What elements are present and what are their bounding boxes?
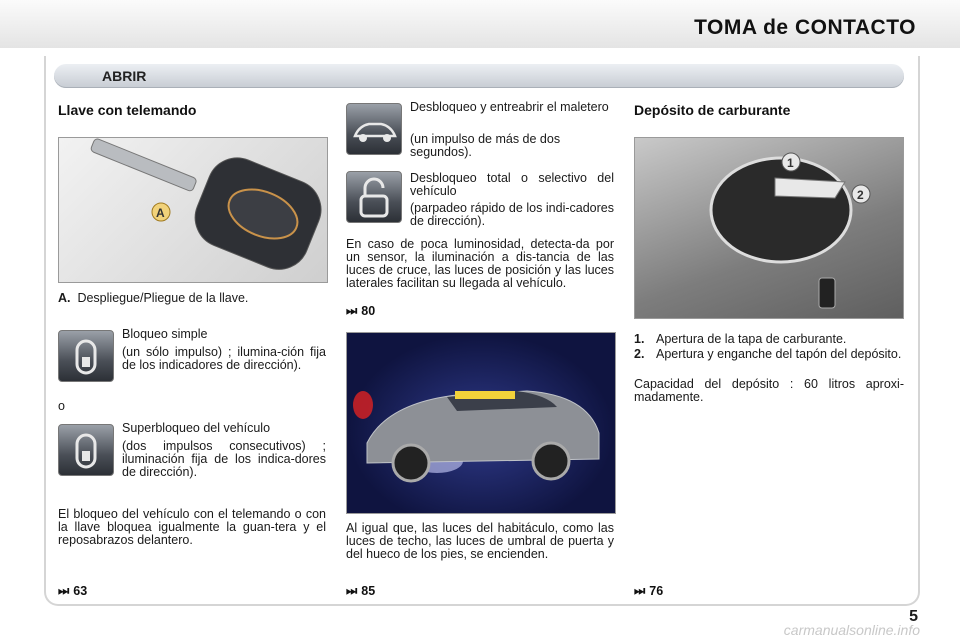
ref-arrow-icon: ⏭ xyxy=(346,304,358,318)
unlock-title: Desbloqueo total o selectivo del vehículo xyxy=(410,171,614,198)
ref-arrow-icon: ⏭ xyxy=(346,584,358,598)
car-illustration xyxy=(347,333,615,513)
key-illustration xyxy=(59,138,327,282)
fuel-step2-label: 2 xyxy=(857,188,864,202)
page-ref-85: ⏭ 85 xyxy=(346,584,376,598)
page-ref-63: ⏭ 63 xyxy=(58,584,88,598)
trunk-desc: (un impulso de más de dos segundos). xyxy=(410,132,561,159)
superlock-title: Superbloqueo del vehículo xyxy=(122,421,271,435)
lighting-paragraph: En caso de poca luminosidad, detecta-da por un sensor, la iluminación a dis-tancia de las luces de cruce, las luces de posición y las luces laterales facilitan su llegada al vehículo. xyxy=(346,237,614,290)
key-marker-label: A xyxy=(156,206,165,220)
fuel-tank-heading: Depósito de carburante xyxy=(634,102,791,118)
page-ref-80: ⏭ 80 xyxy=(346,304,376,318)
fuel-step1-label: 1 xyxy=(787,156,794,170)
fuel-cap-photo xyxy=(634,137,904,319)
page-title: TOMA de CONTACTO xyxy=(694,16,916,39)
superlock-desc: (dos impulsos consecutivos) ; iluminación fija de los indica-dores de dirección). xyxy=(122,439,326,479)
car-photo xyxy=(346,332,616,514)
tank-capacity: Capacidad del depósito : 60 litros aproxi-madamente. xyxy=(634,377,904,404)
superlock-icon xyxy=(58,424,114,476)
fuel-cap-illustration xyxy=(635,138,903,318)
ref-arrow-icon: ⏭ xyxy=(58,584,70,598)
page-ref-76: ⏭ 76 xyxy=(634,584,664,598)
section-label: ABRIR xyxy=(102,68,147,84)
step1-number: 1. xyxy=(634,332,645,346)
unlock-icon xyxy=(346,171,402,223)
ref-arrow-icon: ⏭ xyxy=(634,584,646,598)
key-photo xyxy=(58,137,328,283)
interior-lights-paragraph: Al igual que, las luces del habitáculo, como las luces de techo, las luces de umbral de puerta y del hueco de los pies, se encienden. xyxy=(346,521,614,561)
or-text: o xyxy=(58,399,65,413)
lock-single-title: Bloqueo simple xyxy=(122,327,208,341)
lock-note: El bloqueo del vehículo con el telemando o con la llave bloquea igualmente la guan-tera y el reposabrazos delantero. xyxy=(58,507,326,547)
key-caption: Despliegue/Pliegue de la llave. xyxy=(77,291,249,305)
remote-key-heading: Llave con telemando xyxy=(58,102,197,118)
watermark: carmanualsonline.info xyxy=(783,622,920,638)
lock-icon xyxy=(58,330,114,382)
step2-number: 2. xyxy=(634,347,645,361)
lock-single-desc: (un sólo impulso) ; ilumina-ción fija de los indicadores de dirección). xyxy=(122,345,326,372)
caption-letter: A. xyxy=(58,291,71,305)
step2-text: Apertura y enganche del tapón del depósito. xyxy=(656,347,902,361)
step1-text: Apertura de la tapa de carburante. xyxy=(656,332,847,346)
section-bar xyxy=(54,64,904,88)
trunk-icon xyxy=(346,103,402,155)
trunk-title: Desbloqueo y entreabrir el maletero xyxy=(410,100,609,114)
unlock-desc: (parpadeo rápido de los indi-cadores de dirección). xyxy=(410,201,614,228)
page-number: 5 xyxy=(909,608,918,625)
